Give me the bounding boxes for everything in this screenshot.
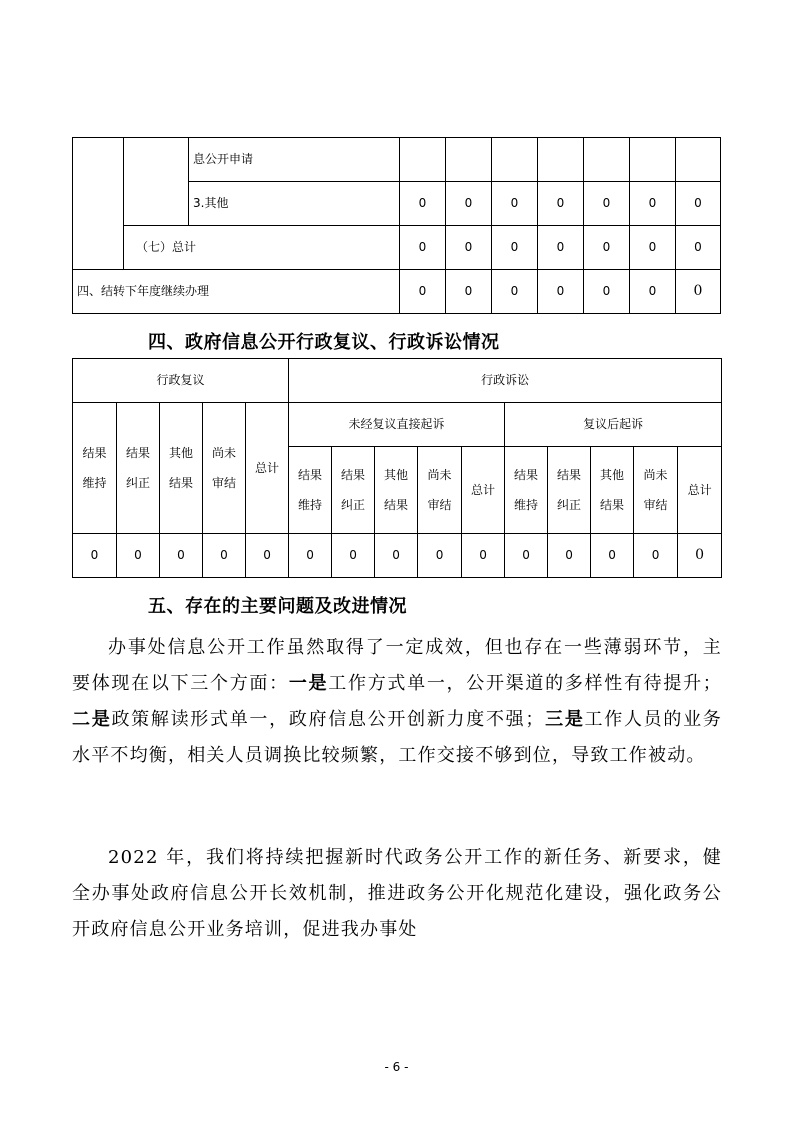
value-cell: 0 <box>538 270 584 314</box>
table-row <box>73 403 722 447</box>
value-cell: 0 <box>538 182 584 226</box>
after-col-header: 结果 纠正 <box>548 447 591 534</box>
table-cell <box>584 138 630 182</box>
emphasis-second: 二是 <box>72 709 112 730</box>
row-total-label: （七）总计 <box>124 226 400 270</box>
table-row <box>73 534 722 578</box>
value-cell: 0 <box>418 534 462 578</box>
direct-col-header: 结果 维持 <box>289 447 332 534</box>
direct-col-header: 其他 结果 <box>375 447 418 534</box>
litigation-header: 行政诉讼 <box>289 359 722 403</box>
after-review-header: 复议后起诉 <box>505 403 722 447</box>
review-header: 行政复议 <box>73 359 289 403</box>
value-cell: 0 <box>584 182 630 226</box>
value-cell: 0 <box>630 270 676 314</box>
value-cell: 0 <box>676 226 721 270</box>
value-cell: 0 <box>584 270 630 314</box>
row-carry-label: 四、结转下年度继续办理 <box>73 270 400 314</box>
after-col-header: 其他 结果 <box>591 447 634 534</box>
problems-paragraph: 办事处信息公开工作虽然取得了一定成效，但也存在一些薄弱环节，主要体现在以下三个方面：一是工作方式单一，公开渠道的多样性有待提升；二是政策解读形式单一，政府信息公开创新力度不强；三是工作人员的业务水平不均衡，相关人员调换比较频繁，工作交接不够到位，导致工作被动。 <box>72 637 723 766</box>
table-cell <box>492 138 538 182</box>
direct-col-header: 结果 纠正 <box>332 447 375 534</box>
direct-col-header: 尚未 审结 <box>418 447 462 534</box>
table-cell <box>124 138 189 226</box>
value-cell: 0 <box>634 534 678 578</box>
value-cell: 0 <box>584 226 630 270</box>
section-5-heading: 五、存在的主要问题及改进情况 <box>148 596 407 617</box>
table-cell <box>538 138 584 182</box>
value-cell: 0 <box>630 226 676 270</box>
plans-paragraph: 2022 年，我们将持续把握新时代政务公开工作的新任务、新要求，健全办事处政府信息公开长效机制，推进政务公开化规范化建设，强化政务公开政府信息公开业务培训，促进我办事处 <box>72 847 722 940</box>
value-cell: 0 <box>676 182 721 226</box>
table-cell <box>400 138 446 182</box>
row-apply-label: 息公开申请 <box>189 138 400 182</box>
page-number: - 6 - <box>384 1060 409 1074</box>
emphasis-first: 一是 <box>288 673 329 694</box>
table-cell <box>630 138 676 182</box>
value-cell: 0 <box>591 534 634 578</box>
table-row <box>73 138 721 182</box>
value-cell: 0 <box>548 534 591 578</box>
value-cell: 0 <box>400 226 446 270</box>
review-col-header: 其他 结果 <box>160 403 203 534</box>
direct-suit-header: 未经复议直接起诉 <box>289 403 505 447</box>
value-cell: 0 <box>446 270 492 314</box>
value-cell: 0 <box>446 182 492 226</box>
table-row <box>73 226 721 270</box>
value-cell: 0 <box>676 270 721 314</box>
value-cell: 0 <box>446 226 492 270</box>
emphasis-third: 三是 <box>544 709 585 730</box>
review-total-header: 总计 <box>246 403 289 534</box>
value-cell: 0 <box>289 534 332 578</box>
row-other-label: 3.其他 <box>189 182 400 226</box>
value-cell: 0 <box>332 534 375 578</box>
review-col-header: 结果 维持 <box>73 403 117 534</box>
direct-total-header: 总计 <box>462 447 505 534</box>
value-cell: 0 <box>492 226 538 270</box>
after-col-header: 结果 维持 <box>505 447 548 534</box>
value-cell: 0 <box>538 226 584 270</box>
value-cell: 0 <box>117 534 160 578</box>
table-cell <box>73 138 124 270</box>
table-row <box>73 359 722 403</box>
value-cell: 0 <box>73 534 117 578</box>
table-cell <box>446 138 492 182</box>
value-cell: 0 <box>203 534 246 578</box>
request-handling-table <box>72 137 721 314</box>
section-4-heading: 四、政府信息公开行政复议、行政诉讼情况 <box>148 332 500 353</box>
value-cell: 0 <box>462 534 505 578</box>
value-cell: 0 <box>400 270 446 314</box>
value-cell: 0 <box>678 534 722 578</box>
after-col-header: 尚未 审结 <box>634 447 678 534</box>
value-cell: 0 <box>505 534 548 578</box>
value-cell: 0 <box>492 182 538 226</box>
value-cell: 0 <box>492 270 538 314</box>
value-cell: 0 <box>246 534 289 578</box>
value-cell: 0 <box>375 534 418 578</box>
review-col-header: 结果 纠正 <box>117 403 160 534</box>
table-cell <box>676 138 721 182</box>
review-col-header: 尚未 审结 <box>203 403 246 534</box>
review-litigation-table <box>72 358 722 578</box>
table-row <box>73 270 721 314</box>
value-cell: 0 <box>630 182 676 226</box>
value-cell: 0 <box>160 534 203 578</box>
value-cell: 0 <box>400 182 446 226</box>
after-total-header: 总计 <box>678 447 722 534</box>
